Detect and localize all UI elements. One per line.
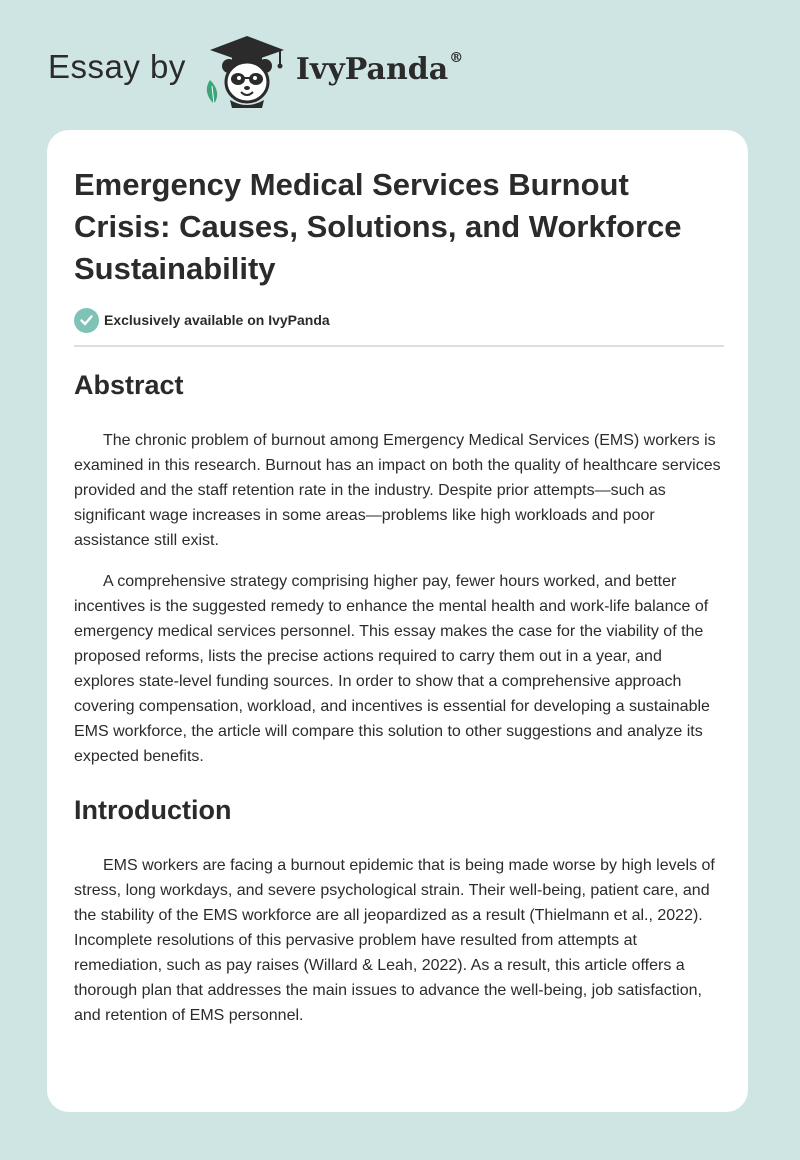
abstract-paragraph-2: A comprehensive strategy comprising higher pay, fewer hours worked, and better incentives is the suggested remedy to enhance the mental health and work-life balance of emergency medical services personnel. This essay makes the case for the viability of the proposed reforms, lists the precise actions required to carry them out in a year, and explores state-level funding sources. In order to show that a comprehensive approach covering compensation, workload, and incentives is essential for developing a sustainable EMS workforce, the article will compare this solution to other suggestions and analyze its expected benefits. — [74, 573, 710, 765]
brand-name-text: IvyPanda — [295, 51, 449, 87]
brand-name[interactable] — [295, 49, 464, 87]
title-divider — [74, 345, 724, 347]
essay-by-label: Essay by — [48, 48, 186, 85]
exclusive-badge — [74, 307, 724, 333]
checkmark-icon — [74, 308, 99, 333]
essay-title: Emergency Medical Services Burnout Crisis: Causes, Solutions, and Workforce Sustainability — [74, 167, 682, 286]
site-header — [48, 30, 463, 110]
essay-content — [74, 164, 724, 1028]
panda-graduate-logo-icon[interactable] — [202, 30, 292, 110]
section-heading-introduction: Introduction — [74, 795, 232, 825]
section-heading-abstract: Abstract — [74, 370, 184, 400]
exclusive-label: Exclusively available on IvyPanda — [104, 312, 330, 328]
essay-card — [47, 130, 748, 1112]
introduction-paragraph-1: EMS workers are facing a burnout epidemic that is being made worse by high levels of stress, long workdays, and severe psychological strain. Their well-being, patient care, and the stability of the EMS workforce are all jeopardized as a result (Thielmann et al., 2022). Incomplete resolutions of this pervasive problem have resulted from attempts at remediation, such as pay raises (Willard & Leah, 2022). As a result, this article offers a thorough plan that addresses the main issues to advance the well-being, job satisfaction, and retention of EMS personnel. — [74, 857, 715, 1024]
registered-mark: ® — [449, 49, 464, 66]
abstract-paragraph-1: The chronic problem of burnout among Emergency Medical Services (EMS) workers is examined in this research. Burnout has an impact on both the quality of healthcare services provided and the staff retention rate in the industry. Despite prior attempts—such as significant wage increases in some areas—problems like high workloads and poor assistance still exist. — [74, 432, 721, 549]
